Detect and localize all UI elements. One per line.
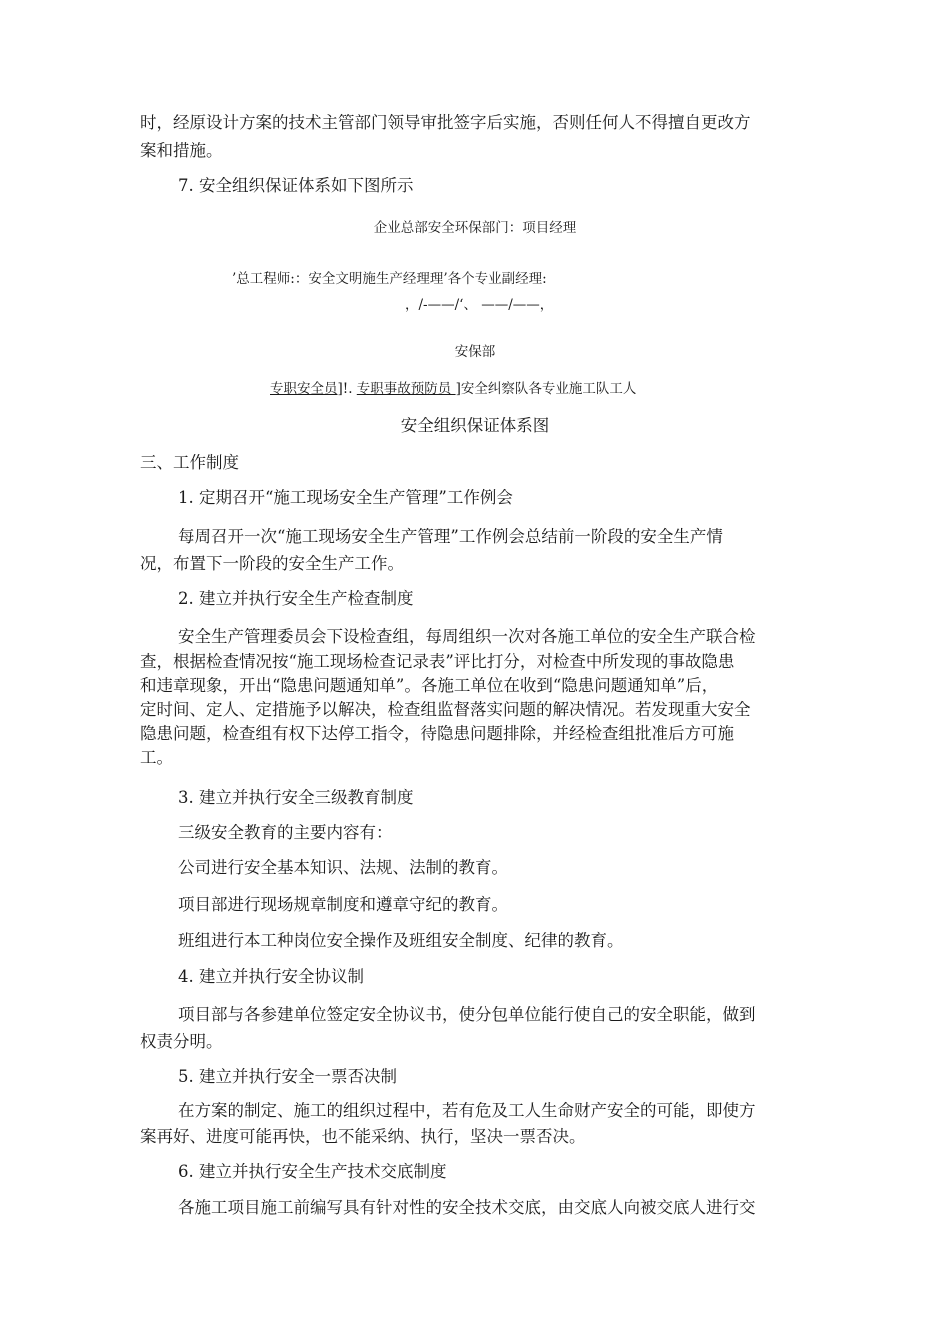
- item-text-line: 公司进行安全基本知识、法规、法制的教育。: [178, 858, 508, 877]
- diagram-mid-box: 安保部: [454, 344, 496, 360]
- item-text-line: 在方案的制定、施工的组织过程中，若有危及工人生命财产安全的可能，即使方: [178, 1101, 756, 1120]
- item-text-line: 每周召开一次“施工现场安全生产管理”工作例会总结前一阶段的安全生产情: [178, 527, 723, 546]
- paragraph-line: 时，经原设计方案的技术主管部门领导审批签字后实施，否则任何人不得擅自更改方: [140, 113, 751, 132]
- diagram-node-rest: ]安全纠察队各专业施工队工人: [455, 381, 637, 397]
- paragraph-line: 案和措施。: [140, 141, 223, 160]
- item-text-line: 权责分明。: [140, 1032, 223, 1051]
- item-heading: 3. 建立并执行安全三级教育制度: [178, 788, 414, 807]
- item-text-line: 况，布置下一阶段的安全生产工作。: [140, 554, 404, 573]
- diagram-connectors: ，/-——/‘、 ——/——，: [405, 297, 554, 313]
- item-text-line: 安全生产管理委员会下设检查组，每周组织一次对各施工单位的安全生产联合检: [178, 627, 756, 646]
- item-text-line: 案再好、进度可能再快，也不能采纳、执行，坚决一票否决。: [140, 1127, 586, 1146]
- item-text-line: 三级安全教育的主要内容有：: [178, 823, 393, 842]
- item-7-heading: 7. 安全组织保证体系如下图所示: [178, 176, 414, 195]
- item-heading: 2. 建立并执行安全生产检查制度: [178, 589, 414, 608]
- diagram-top-box: 企业总部安全环保部门：项目经理: [373, 220, 577, 236]
- item-text-line: 隐患问题，检查组有权下达停工指令，待隐患问题排除，并经检查组批准后方可施: [140, 724, 734, 743]
- item-text-line: 和违章现象，开出“隐患问题通知单”。各施工单位在收到“隐患问题通知单”后，: [140, 676, 719, 695]
- diagram-second-row: ’总工程师:：安全文明施生产经理理’各个专业副经理:: [232, 271, 547, 287]
- item-text-line: 项目部与各参建单位签定安全协议书，使分包单位能行使自己的安全职能，做到: [178, 1005, 756, 1024]
- item-text-line: 工。: [140, 748, 173, 767]
- item-heading: 1. 定期召开“施工现场安全生产管理”工作例会: [178, 488, 513, 507]
- diagram-bottom-row: [270, 378, 636, 400]
- item-heading: 4. 建立并执行安全协议制: [178, 967, 364, 986]
- item-text-line: 定时间、定人、定措施予以解决，检查组监督落实问题的解决情况。若发现重大安全: [140, 700, 751, 719]
- item-heading: 5. 建立并执行安全一票否决制: [178, 1067, 397, 1086]
- item-text-line: 查，根据检查情况按“施工现场检查记录表”评比打分，对检查中所发现的事故隐患: [140, 652, 735, 671]
- item-text-line: 项目部进行现场规章制度和遵章守纪的教育。: [178, 895, 508, 914]
- item-heading: 6. 建立并执行安全生产技术交底制度: [178, 1162, 447, 1181]
- diagram-node-safety-officer: 专职安全员: [270, 381, 338, 397]
- item-text-line: 班组进行本工种岗位安全操作及班组安全制度、纪律的教育。: [178, 931, 624, 950]
- diagram-node-accident-prevention: 专职事故预防员: [356, 381, 456, 397]
- item-text-line: 各施工项目施工前编写具有针对性的安全技术交底，由交底人向被交底人进行交: [178, 1198, 756, 1217]
- diagram-separator: ]!.: [337, 381, 357, 397]
- section-3-heading: 三、工作制度: [140, 453, 239, 472]
- diagram-caption: 安全组织保证体系图: [400, 416, 550, 435]
